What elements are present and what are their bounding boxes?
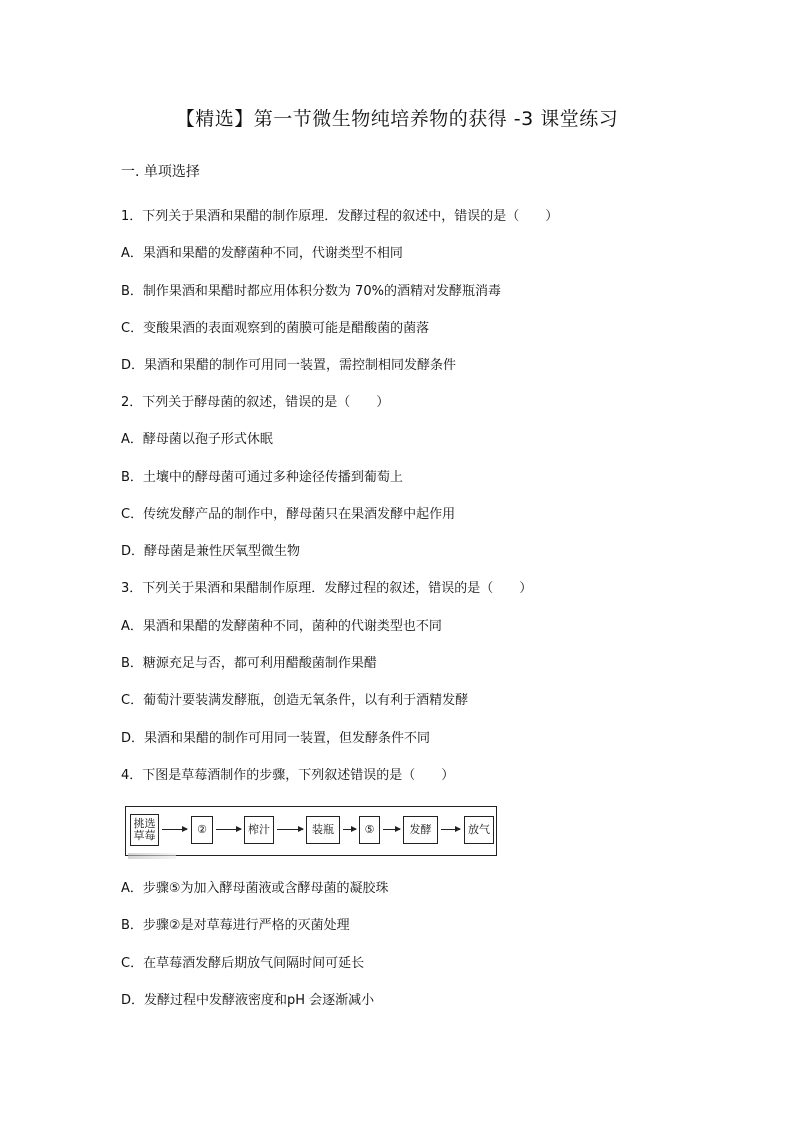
flow-arrow-4	[343, 829, 356, 830]
flow-step-2: ②	[191, 816, 213, 844]
question-2-option-c: C．传统发酵产品的制作中，酵母菌只在果酒发酵中起作用	[121, 507, 456, 522]
flow-step-bottle: 装瓶	[306, 816, 340, 844]
flow-arrow-6	[441, 829, 460, 830]
page-title: 【精选】第一节微生物纯培养物的获得 -3 课堂练习	[175, 108, 619, 130]
question-3-option-d: D．果酒和果醋的制作可用同一装置，但发酵条件不同	[121, 731, 431, 746]
question-2-option-d: D．酵母菌是兼性厌氧型微生物	[121, 544, 301, 559]
question-1-option-d: D．果酒和果醋的制作可用同一装置，需控制相同发酵条件	[121, 358, 457, 373]
question-4-option-a: A．步骤⑤为加入酵母菌液或含酵母菌的凝胶珠	[121, 881, 389, 896]
flow-step-5: ⑤	[359, 816, 380, 844]
question-2-stem: 2．下列关于酵母菌的叙述，错误的是（ ）	[121, 395, 390, 410]
scan-smudge	[128, 853, 176, 859]
question-4-stem: 4．下图是草莓酒制作的步骤，下列叙述错误的是（ ）	[121, 768, 455, 783]
flow-arrow-3	[277, 829, 303, 830]
question-4-option-b: B．步骤②是对草莓进行严格的灭菌处理	[121, 918, 350, 933]
question-1-option-c: C．变酸果酒的表面观察到的菌膜可能是醋酸菌的菌落	[121, 321, 430, 336]
strawberry-wine-flow-diagram	[125, 806, 497, 856]
flow-step-juice: 榨汁	[244, 816, 274, 844]
question-3-option-a: A．果酒和果醋的发酵菌种不同，菌种的代谢类型也不同	[121, 619, 442, 634]
question-4-option-d: D．发酵过程中发酵液密度和pH 会逐渐减小	[121, 993, 375, 1008]
question-3-option-c: C．葡萄汁要装满发酵瓶，创造无氧条件，以有利于酒精发酵	[121, 693, 469, 708]
question-2-option-b: B．土壤中的酵母菌可通过多种途径传播到葡萄上	[121, 470, 403, 485]
section-heading: 一. 单项选择	[121, 164, 200, 180]
flow-step-vent: 放气	[464, 816, 494, 844]
flow-arrow-5	[383, 829, 400, 830]
question-1-stem: 1．下列关于果酒和果醋的制作原理．发酵过程的叙述中，错误的是（ ）	[121, 209, 559, 224]
question-2-option-a: A．酵母菌以孢子形式休眠	[121, 432, 273, 447]
question-3-stem: 3．下列关于果酒和果醋制作原理．发酵过程的叙述，错误的是（ ）	[121, 581, 533, 596]
flow-step-select-line1: 挑选	[133, 817, 156, 830]
question-4-option-c: C．在草莓酒发酵后期放气间隔时间可延长	[121, 956, 365, 971]
question-1-option-b: B．制作果酒和果醋时都应用体积分数为 70%的酒精对发酵瓶消毒	[121, 284, 501, 299]
flow-step-select-strawberry	[130, 814, 159, 846]
flow-arrow-1	[162, 829, 187, 830]
flow-step-ferment: 发酵	[403, 816, 438, 844]
question-1-option-a: A．果酒和果醋的发酵菌种不同，代谢类型不相同	[121, 246, 403, 261]
flow-step-select-line2: 草莓	[133, 829, 156, 842]
flow-arrow-2	[216, 829, 241, 830]
question-3-option-b: B．糖源充足与否，都可利用醋酸菌制作果醋	[121, 656, 377, 671]
